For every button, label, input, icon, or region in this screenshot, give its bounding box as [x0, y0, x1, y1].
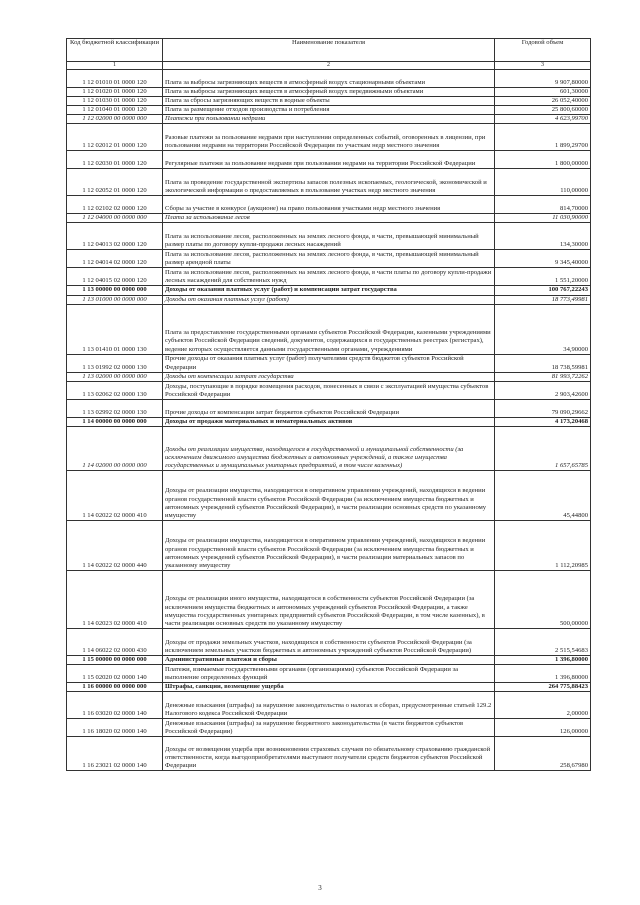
table-row: [67, 520, 591, 570]
row-name: Плата за использование лесов, расположенных на землях лесного фонда, в части платы по договору купли-продажи лесных насаждений для собственных нужд: [163, 268, 495, 286]
row-name: Доходы от реализации имущества, находящегося в оперативном управлении учреждений, находящихся в ведении органов государственной власти субъектов Российской Федерации (за исключением имущества бюджетных и автономных учреждений субъектов Российской Федерации), в части реализации материальных запасов по указанному имуществу: [163, 520, 495, 570]
table-row: [67, 106, 591, 115]
row-name: Прочие доходы от оказания платных услуг (работ) получателями средств бюджетов субъектов Российской Федерации: [163, 354, 495, 372]
row-name: Плата за сбросы загрязняющих веществ в водные объекты: [163, 97, 495, 106]
table-row: [67, 214, 591, 223]
row-name: Разовые платежи за пользование недрами при наступлении определенных событий, оговоренных в лицензии, при пользовании недрами на территории Российской Федерации по участкам недр местного значения: [163, 124, 495, 151]
row-name: Доходы от оказания платных услуг (работ) и компенсации затрат государства: [163, 286, 495, 295]
row-amount: 601,30000: [495, 88, 591, 97]
row-amount: 126,00000: [495, 719, 591, 737]
table-row: [67, 372, 591, 381]
row-code: 1 14 02022 02 0000 410: [67, 470, 163, 520]
table-row: [67, 570, 591, 628]
row-amount: 2 903,42600: [495, 381, 591, 399]
table-header-row: [67, 39, 591, 62]
row-code: 1 14 02000 00 0000 000: [67, 426, 163, 470]
row-code: 1 14 02022 02 0000 440: [67, 520, 163, 570]
table-row: [67, 682, 591, 691]
row-name: Доходы от возмещения ущерба при возникновении страховых случаев по обязательному страхованию гражданской ответственности, когда выгодоприобретателями выступают получатели средств бюджетов субъектов Российской Федерации: [163, 737, 495, 771]
row-amount: 18 738,59981: [495, 354, 591, 372]
row-code: 1 12 04015 02 0000 120: [67, 268, 163, 286]
column-number-2: 2: [163, 62, 495, 70]
row-amount: 18 773,49981: [495, 295, 591, 304]
column-number-1: 1: [67, 62, 163, 70]
row-name: Плата за выбросы загрязняющих веществ в атмосферный воздух стационарными объектами: [163, 70, 495, 88]
row-code: 1 12 04000 00 0000 000: [67, 214, 163, 223]
row-name: Доходы, поступающие в порядке возмещения расходов, понесенных в связи с эксплуатацией имущества субъектов Российской Федерации: [163, 381, 495, 399]
row-amount: 79 090,29662: [495, 399, 591, 417]
row-code: 1 12 02012 01 0000 120: [67, 124, 163, 151]
table-row: [67, 250, 591, 268]
row-amount: 81 993,72262: [495, 372, 591, 381]
table-row: [67, 304, 591, 354]
row-code: 1 13 02062 02 0000 130: [67, 381, 163, 399]
table-row: [67, 354, 591, 372]
column-number-row: [67, 62, 591, 70]
row-code: 1 12 02000 00 0000 000: [67, 115, 163, 124]
revenue-table-body: [67, 39, 591, 771]
table-row: [67, 655, 591, 664]
row-code: 1 13 01992 02 0000 130: [67, 354, 163, 372]
row-name: Плата за выбросы загрязняющих веществ в атмосферный воздух передвижными объектами: [163, 88, 495, 97]
row-code: 1 12 04013 02 0000 120: [67, 223, 163, 250]
page-number: 3: [318, 884, 322, 892]
row-code: 1 16 23021 02 0000 140: [67, 737, 163, 771]
row-amount: 1 899,29700: [495, 124, 591, 151]
row-name: Денежные взыскания (штрафы) за нарушение бюджетного законодательства (в части бюджетов субъектов Российской Федерации): [163, 719, 495, 737]
row-amount: 45,44800: [495, 470, 591, 520]
row-code: 1 12 02030 01 0000 120: [67, 151, 163, 169]
table-row: [67, 295, 591, 304]
row-name: Прочие доходы от компенсации затрат бюджетов субъектов Российской Федерации: [163, 399, 495, 417]
row-code: 1 12 01040 01 0000 120: [67, 106, 163, 115]
table-row: [67, 268, 591, 286]
table-row: [67, 223, 591, 250]
row-code: 1 12 01010 01 0000 120: [67, 70, 163, 88]
row-name: Платежи при пользовании недрами: [163, 115, 495, 124]
row-code: 1 15 02020 02 0000 140: [67, 664, 163, 682]
row-name: Плата за размещение отходов производства и потребления: [163, 106, 495, 115]
table-row: [67, 628, 591, 655]
row-name: Регулярные платежи за пользование недрами при пользовании недрами на территории Российской Федерации: [163, 151, 495, 169]
row-name: Плата за использование лесов, расположенных на землях лесного фонда, в части, превышающей минимальный размер платы по договору купли-продажи лесных насаждений: [163, 223, 495, 250]
table-row: [67, 70, 591, 88]
row-amount: 1 396,80000: [495, 664, 591, 682]
row-name: Сборы за участие в конкурсе (аукционе) на право пользования участками недр местного значения: [163, 196, 495, 214]
table-row: [67, 88, 591, 97]
table-row: [67, 124, 591, 151]
row-amount: 264 775,88423: [495, 682, 591, 691]
row-code: 1 12 02052 01 0000 120: [67, 169, 163, 196]
table-row: [67, 417, 591, 426]
row-code: 1 13 01000 00 0000 000: [67, 295, 163, 304]
table-row: [67, 470, 591, 520]
row-amount: 9 345,40000: [495, 250, 591, 268]
table-row: [67, 399, 591, 417]
row-code: 1 12 01030 01 0000 120: [67, 97, 163, 106]
table-row: [67, 426, 591, 470]
table-row: [67, 381, 591, 399]
table-row: [67, 169, 591, 196]
table-row: [67, 151, 591, 169]
row-amount: 1 112,20985: [495, 520, 591, 570]
row-amount: 500,00000: [495, 570, 591, 628]
table-row: [67, 737, 591, 771]
row-amount: 25 800,60000: [495, 106, 591, 115]
table-row: [67, 196, 591, 214]
row-name: Доходы от реализации имущества, находящегося в оперативном управлении учреждений, находящихся в ведении органов государственной власти субъектов Российской Федерации (за исключением имущества бюджетных и автономных учреждений субъектов Российской Федерации), в части реализации основных средств по указанному имуществу: [163, 470, 495, 520]
row-code: 1 13 02000 00 0000 000: [67, 372, 163, 381]
row-name: Доходы от продажи материальных и нематериальных активов: [163, 417, 495, 426]
row-code: 1 12 02102 02 0000 120: [67, 196, 163, 214]
table-row: [67, 664, 591, 682]
header-amount: Годовой объем: [495, 39, 591, 62]
row-name: Административные платежи и сборы: [163, 655, 495, 664]
column-number-3: 3: [495, 62, 591, 70]
row-code: 1 16 03020 02 0000 140: [67, 692, 163, 719]
row-amount: 4 173,20468: [495, 417, 591, 426]
row-name: Доходы от продажи земельных участков, находящихся в собственности субъектов Российской Федерации (за исключением земельных участков бюджетных и автономных учреждений субъектов Российской Федерации): [163, 628, 495, 655]
row-amount: 1 800,00000: [495, 151, 591, 169]
row-code: 1 12 04014 02 0000 120: [67, 250, 163, 268]
row-name: Плата за использование лесов, расположенных на землях лесного фонда, в части, превышающей минимальный размер арендной платы: [163, 250, 495, 268]
row-name: Штрафы, санкции, возмещение ущерба: [163, 682, 495, 691]
table-row: [67, 692, 591, 719]
row-code: 1 14 00000 00 0000 000: [67, 417, 163, 426]
row-name: Доходы от компенсации затрат государства: [163, 372, 495, 381]
table-row: [67, 97, 591, 106]
row-code: 1 16 00000 00 0000 000: [67, 682, 163, 691]
row-name: Денежные взыскания (штрафы) за нарушение законодательства о налогах и сборах, предусмотренные статьей 129.2 Налогового кодекса Российской Федерации: [163, 692, 495, 719]
row-code: 1 13 00000 00 0000 000: [67, 286, 163, 295]
row-name: Платежи, взимаемые государственными органами (организациями) субъектов Российской Федерации за выполнение определенных функций: [163, 664, 495, 682]
table-row: [67, 719, 591, 737]
row-amount: 134,30000: [495, 223, 591, 250]
row-amount: 2 515,54683: [495, 628, 591, 655]
row-code: 1 15 00000 00 0000 000: [67, 655, 163, 664]
row-amount: 4 623,99700: [495, 115, 591, 124]
row-amount: 1 551,20000: [495, 268, 591, 286]
revenue-table: [66, 38, 591, 771]
header-code: Код бюджетной классификации: [67, 39, 163, 62]
row-name: Плата за проведение государственной экспертизы запасов полезных ископаемых, геологической, экономической и экологической информации о предоставляемых в пользование участках недр местного значения: [163, 169, 495, 196]
row-code: 1 14 02023 02 0000 410: [67, 570, 163, 628]
row-code: 1 16 18020 02 0000 140: [67, 719, 163, 737]
row-amount: 814,70000: [495, 196, 591, 214]
row-name: Доходы от реализации имущества, находящегося в государственной и муниципальной собственности (за исключением движимого имущества бюджетных и автономных учреждений, а также имущества государственных и муниципальных унитарных предприятий, в том числе казенных): [163, 426, 495, 470]
row-amount: 26 052,40000: [495, 97, 591, 106]
row-amount: 100 767,22243: [495, 286, 591, 295]
row-name: Плата за использование лесов: [163, 214, 495, 223]
row-amount: 1 396,80000: [495, 655, 591, 664]
row-name: Доходы от реализации иного имущества, находящегося в собственности субъектов Российской Федерации (за исключением имущества бюджетных и автономных учреждений субъектов Российской Федерации, а также имущества государственных унитарных предприятий субъектов Российской Федерации, в том числе казенных), в части реализации основных средств по указанному имуществу: [163, 570, 495, 628]
row-amount: 1 657,65785: [495, 426, 591, 470]
table-row: [67, 115, 591, 124]
header-name: Наименование показателя: [163, 39, 495, 62]
row-name: Плата за предоставление государственными органами субъектов Российской Федерации, казенными учреждениями субъектов Российской Федерации сведений, документов, содержащихся в государственных реестрах (регистрах), ведение которых осуществляется данными государственными органами, учреждениями: [163, 304, 495, 354]
row-code: 1 12 01020 01 0000 120: [67, 88, 163, 97]
row-amount: 2,00000: [495, 692, 591, 719]
row-code: 1 13 01410 01 0000 130: [67, 304, 163, 354]
row-amount: 110,00000: [495, 169, 591, 196]
row-amount: 258,67980: [495, 737, 591, 771]
row-amount: 34,90000: [495, 304, 591, 354]
row-amount: 9 907,80000: [495, 70, 591, 88]
row-code: 1 13 02992 02 0000 130: [67, 399, 163, 417]
row-name: Доходы от оказания платных услуг (работ): [163, 295, 495, 304]
row-code: 1 14 06022 02 0000 430: [67, 628, 163, 655]
table-row: [67, 286, 591, 295]
row-amount: 11 030,90000: [495, 214, 591, 223]
